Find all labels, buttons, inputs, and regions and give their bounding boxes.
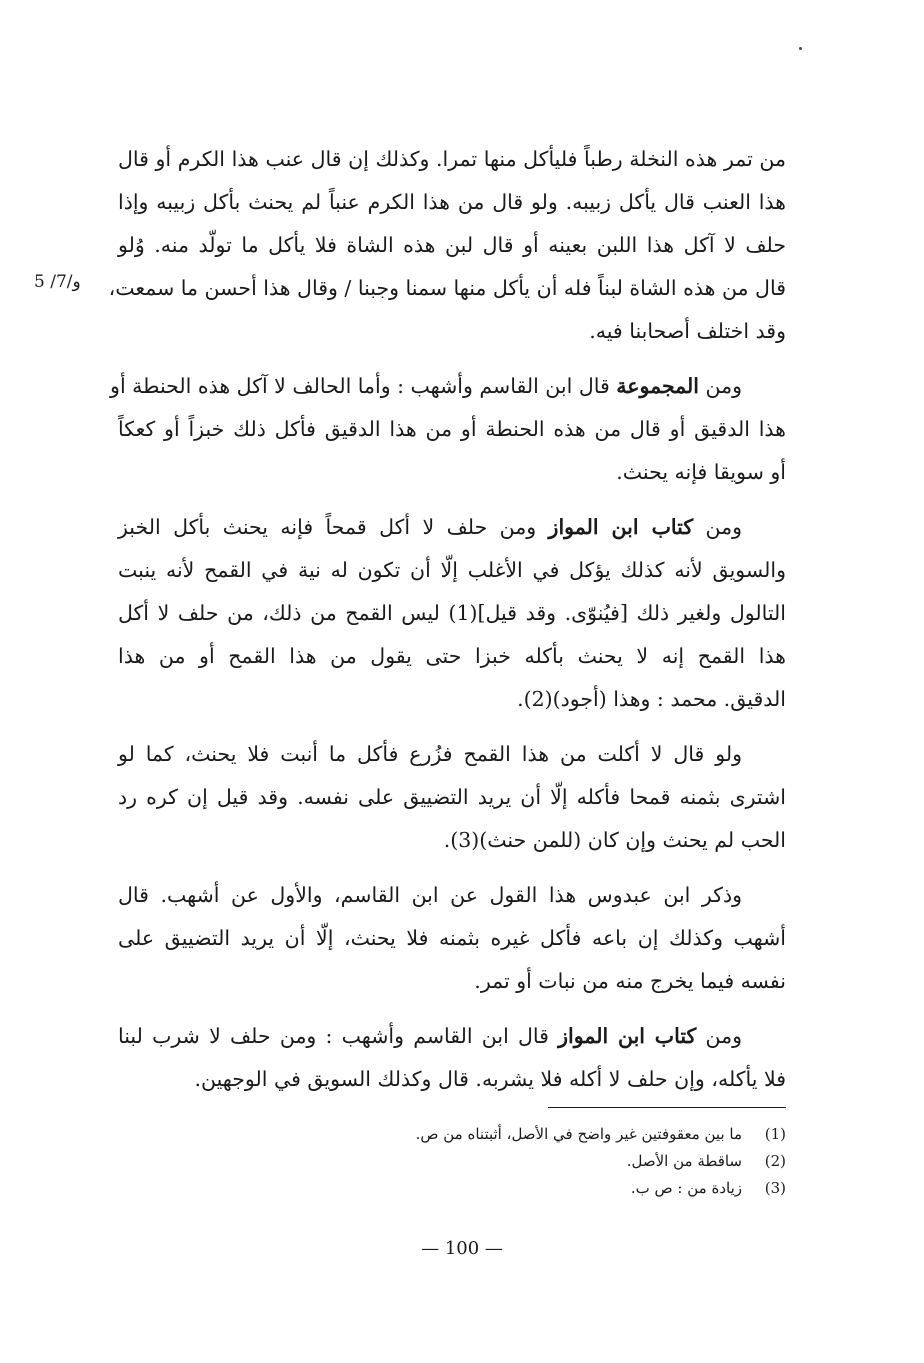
text-line: هذا الدقيق أو قال من هذه الحنطة أو من هذا الدقيق فأكل ذلك خبزاً أو كعكاً	[118, 417, 786, 441]
footnote-text: ساقطة من الأصل.	[626, 1152, 742, 1170]
footnote-item	[300, 1175, 786, 1202]
footnote-divider	[548, 1107, 786, 1108]
margin-folio-note: و/7/ 5	[34, 272, 81, 292]
bold-source-title: كتاب ابن المواز	[548, 515, 694, 539]
bold-source-title: كتاب ابن المواز	[558, 1024, 697, 1048]
speck-mark	[799, 47, 802, 50]
footnote-text: زيادة من : ص ب.	[630, 1179, 742, 1197]
text-line: فلا يأكله، وإن حلف لا أكله فلا يشربه. قال وكذلك السويق في الوجهين.	[194, 1067, 786, 1091]
text-line: الدقيق. محمد : وهذا (أجود)(2).	[517, 687, 786, 711]
text-line: من تمر هذه النخلة رطباً فليأكل منها تمرا. وكذلك إن قال عنب هذا الكرم أو قال	[118, 147, 786, 171]
text-line: ولو قال لا أكلت من هذا القمح فزُرع فأكل ما أنبت فلا يحنث، كما لو	[118, 742, 742, 766]
text-line: حلف لا آكل هذا اللبن بعينه أو قال لبن هذه الشاة فلا يأكل ما تولّد منه. وُلو	[118, 233, 786, 257]
text-line: هذا العنب قال يأكل زبيبه. ولو قال من هذا الكرم عنباً لم يحنث بأكل زبيبه وإذا	[118, 190, 786, 214]
paragraph-2	[110, 365, 786, 494]
paragraph-5	[118, 874, 786, 1003]
paragraph-4	[118, 733, 786, 862]
footnote-number: (3)	[764, 1179, 786, 1197]
footnote-number: (1)	[764, 1125, 786, 1143]
text-line: قال من هذه الشاة لبناً فله أن يأكل منها سمنا وجبنا / وقال هذا أحسن ما سمعت،	[108, 276, 786, 300]
footnotes	[300, 1121, 786, 1202]
text-line: وذكر ابن عبدوس هذا القول عن ابن القاسم، والأول عن أشهب. قال	[118, 883, 742, 907]
footnote-number: (2)	[764, 1152, 786, 1170]
text-line: والسويق لأنه كذلك يؤكل في الأغلب إلّا أن تكون له نية في القمح لأنه ينبت	[118, 558, 786, 582]
paragraph-6	[118, 1015, 786, 1101]
text-line: وقد اختلف أصحابنا فيه.	[589, 319, 786, 343]
bold-source-title: المجموعة	[616, 374, 699, 398]
text-line: التالول ولغير ذلك [فيُنوّى. وقد قيل](1) ليس القمح من ذلك، من حلف لا أكل	[118, 601, 786, 625]
text-line: هذا القمح إنه لا يحنث بأكله خبزا حتى يقول من هذا القمح أو من هذا	[118, 644, 786, 668]
footnote-item	[300, 1148, 786, 1175]
paragraph-3	[118, 506, 786, 721]
footnote-item	[300, 1121, 786, 1148]
text-line: أشهب وكذلك إن باعه فأكل غيره بثمنه فلا يحنث، إلّا أن يريد التضييق على	[118, 926, 786, 950]
text-line-with-bold: ومن كتاب ابن المواز ومن حلف لا أكل قمحاً فإنه يحنث بأكل الخبز	[118, 515, 742, 539]
text-line-with-bold: ومن كتاب ابن المواز قال ابن القاسم وأشهب : ومن حلف لا شرب لبنا	[118, 1024, 742, 1048]
page-number: — 100 —	[421, 1238, 503, 1259]
footnote-text: ما بين معقوفتين غير واضح في الأصل، أثبتناه من ص.	[415, 1125, 742, 1143]
text-line: أو سويقا فإنه يحنث.	[616, 460, 786, 484]
text-line-with-bold: ومن المجموعة قال ابن القاسم وأشهب : وأما الحالف لا آكل هذه الحنطة أو	[110, 374, 742, 398]
text-line: اشترى بثمنه قمحا فأكله إلّا أن يريد التضييق على نفسه. وقد قيل إن كره رد	[118, 785, 786, 809]
text-line: الحب لم يحنث وإن كان (للمن حنث)(3).	[443, 828, 786, 852]
paragraph-1	[108, 138, 786, 353]
main-text-body	[108, 138, 786, 1113]
text-line: نفسه فيما يخرج منه من نبات أو تمر.	[474, 969, 786, 993]
